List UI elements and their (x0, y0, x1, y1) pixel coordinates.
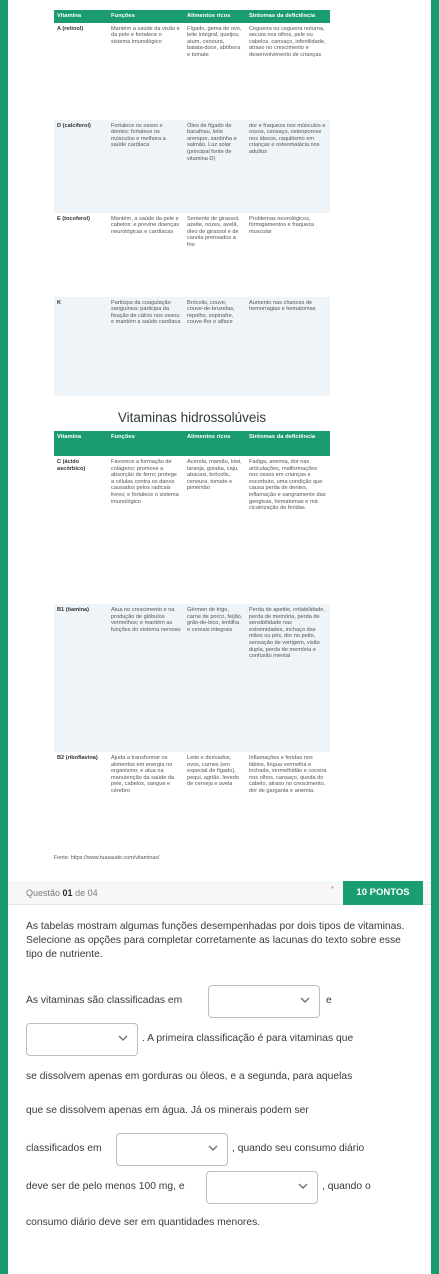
vitamin-functions: Favorece a formação de colágeno; promove a absorção de ferro; protege a células contra os danos causados pelos radicais livres; e fortalece o sistema imunológico (111, 459, 179, 505)
vitamin-name: K (57, 299, 62, 306)
section-title: Vitaminas hidrossolúveis (117, 410, 267, 425)
vitamin-functions: Participa da coagulação sanguínea: participa da fixação de cálcio nos ossos; e mantém a saúde cardíaca (111, 299, 181, 326)
vitamin-functions: Mantém, a saúde da pele e cabelos: e previne doenças neurológicas e cardíacas (111, 215, 180, 235)
vitamin-functions: Atua no crescimento e na produção de glóbulos vermelhos; e mantém as funções do sistema nervoso (111, 607, 181, 633)
water-soluble-vitamins-table (54, 431, 330, 844)
vitamin-name: A (retinol) (57, 25, 84, 32)
fat-soluble-vitamins-table (54, 10, 330, 396)
vitamin-foods: Acerola, mamão, kiwi, laranja, goiaba, caju, abacaxi, brócolis, cenoura, tomate e pimentão (187, 459, 242, 492)
required-mark: * (331, 886, 334, 893)
vitamin-name: E (tocoferol) (57, 215, 90, 222)
vitamin-foods: Fígado, gema de ovo, leite integral, queijos, atum, cenoura, batata-doce, abóbora e tomate (187, 25, 242, 58)
chevron-down-icon (299, 994, 311, 1006)
text-segment: . A primeira classificação é para vitaminas que (142, 1033, 354, 1044)
vitamin-deficiency: Perda de apetite, irritabilidade, perda de memória, perda de sensibilidade nas extremidades, inchaço das mãos ou pés, dor no peito, sensação de vertigem, visão dupla, perda de memória e confusão mental (249, 607, 325, 660)
header-sintomas: Sintomas da deficiência (249, 13, 316, 19)
question-card (8, 881, 431, 1274)
vitamin-foods: Óleo de fígado de bacalhau, leite arenque, sardinha e salmão. Luz solar (principal fonte de vitamina D) (187, 122, 237, 162)
text-segment: se dissolvem apenas em gorduras ou óleos, e a segunda, para aquelas (26, 1071, 353, 1082)
question-total: de 04 (75, 888, 98, 898)
vitamin-name: D (calciferol) (57, 122, 91, 129)
header-vitamina: Vitamina (57, 434, 82, 440)
vitamin-foods: Semente de girassol, azeite, nozes, avelã, óleo de girassol e de canola prensados a frio (187, 215, 240, 248)
vitamin-foods: Leite e derivados, ovos, carnes (em especial de fígado), pequi, agrião, levedo de cerveja e aveia (187, 755, 239, 788)
vitamin-name: C (ácido ascórbico) (57, 459, 86, 472)
table-row (54, 456, 330, 604)
text-segment: , quando seu consumo diário (232, 1143, 365, 1154)
table-row (54, 752, 330, 844)
table-header-row (54, 10, 330, 23)
table-row (54, 604, 330, 752)
table-row (54, 213, 330, 297)
vitamin-deficiency: Problemas neurológicos, formigamentos e fraqueza muscular (249, 215, 314, 235)
chevron-down-icon (207, 1142, 219, 1154)
vitamin-deficiency: dor e fraqueza nos músculos e ossos, cansaço, osteoporose nos idosos, raquitismo em crianças e osteomalácia nos adultos (249, 122, 326, 155)
blank-2-dropdown[interactable] (26, 1023, 138, 1056)
text-segment: consumo diário deve ser em quantidades menores. (26, 1217, 261, 1228)
vitamin-deficiency: Inflamações e feridas nos lábios, língua vermelha e inchada, vermelhidão e coceira nos olhos, cansaço, queda do cabelo, atraso no crescimento, dor de garganta e anemia. (249, 755, 327, 794)
header-alimentos: Alimentos ricos (187, 434, 231, 440)
table-row (54, 120, 330, 213)
table-row (54, 297, 330, 396)
header-alimentos: Alimentos ricos (187, 13, 231, 19)
text-segment: deve ser de pelo menos 100 mg, e (26, 1181, 185, 1192)
vitamin-functions: Mantém a saúde da visão e da pele e fortalece o sistema imunológico (111, 25, 180, 45)
text-segment: , quando o (322, 1181, 371, 1192)
question-prefix: Questão (26, 888, 61, 898)
text-segment: e (326, 995, 332, 1006)
vitamin-deficiency: Aumento nas chances de hemorragias e hematomas (249, 299, 316, 313)
chevron-down-icon (297, 1180, 309, 1192)
source-citation: Fonte: https://www.tuasaude.com/vitaminas/ (54, 855, 160, 861)
vitamin-foods: Gérmen de trigo, carne de porco, feijão, grão-de-bico, lentilha e cereais integrais (187, 607, 243, 633)
points-badge: 10 PONTOS (343, 881, 423, 905)
text-segment: classificados em (26, 1143, 102, 1154)
header-vitamina: Vitamina (57, 13, 82, 19)
vitamin-deficiency: Fadiga, anemia, dor nas articulações, malformações nos ossos em crianças e escorbuto, uma condição que causa perda de dentes, inflamação e sangramento das gengivas, hematomas e má cicatrização de feridas. (249, 459, 326, 512)
page-margin-right (431, 0, 439, 1274)
vitamin-foods: Brócolis, couve, couve-de-bruxelas, repolho, espinafre, couve-flor e alface (187, 299, 235, 326)
question-label (26, 888, 98, 898)
table-header-row (54, 431, 330, 456)
question-header (8, 881, 431, 905)
table-row (54, 23, 330, 120)
blank-1-dropdown[interactable] (208, 985, 320, 1018)
question-intro: As tabelas mostram algumas funções desempenhadas por dois tipos de vitaminas. Selecione as opções para completar corretamente as lacunas do texto sobre esse tipo de nutriente. (26, 921, 405, 960)
header-funcoes: Funções (111, 13, 135, 19)
blank-3-dropdown[interactable] (116, 1133, 228, 1166)
vitamin-name: B2 (riboflavina) (57, 755, 98, 761)
vitamin-functions: Fortalece os ossos e dentes; fortalece os músculos e melhora a saúde cardíaca (111, 122, 166, 149)
blank-4-dropdown[interactable] (206, 1171, 318, 1204)
header-sintomas: Sintomas da deficiência (249, 434, 316, 440)
vitamin-name: B1 (tiamina) (57, 607, 90, 613)
text-segment: que se dissolvem apenas em água. Já os minerais podem ser (26, 1105, 309, 1116)
page-margin-left (0, 0, 8, 1274)
vitamin-functions: Ajuda a transformar os alimentos em energia no organismo; e atua na manutenção da saúde da pele, cabelos, sangue e cérebro (111, 755, 175, 794)
question-number: 01 (62, 888, 73, 898)
chevron-down-icon (117, 1032, 129, 1044)
header-funcoes: Funções (111, 434, 135, 440)
vitamin-deficiency: Cegueira ou cegueira noturna, secura nos olhos, pele ou cabelos, cansaço, infertilidade, atraso no crescimento e desenvolvimento de crianças (249, 25, 326, 58)
text-segment: As vitaminas são classificadas em (26, 995, 183, 1006)
